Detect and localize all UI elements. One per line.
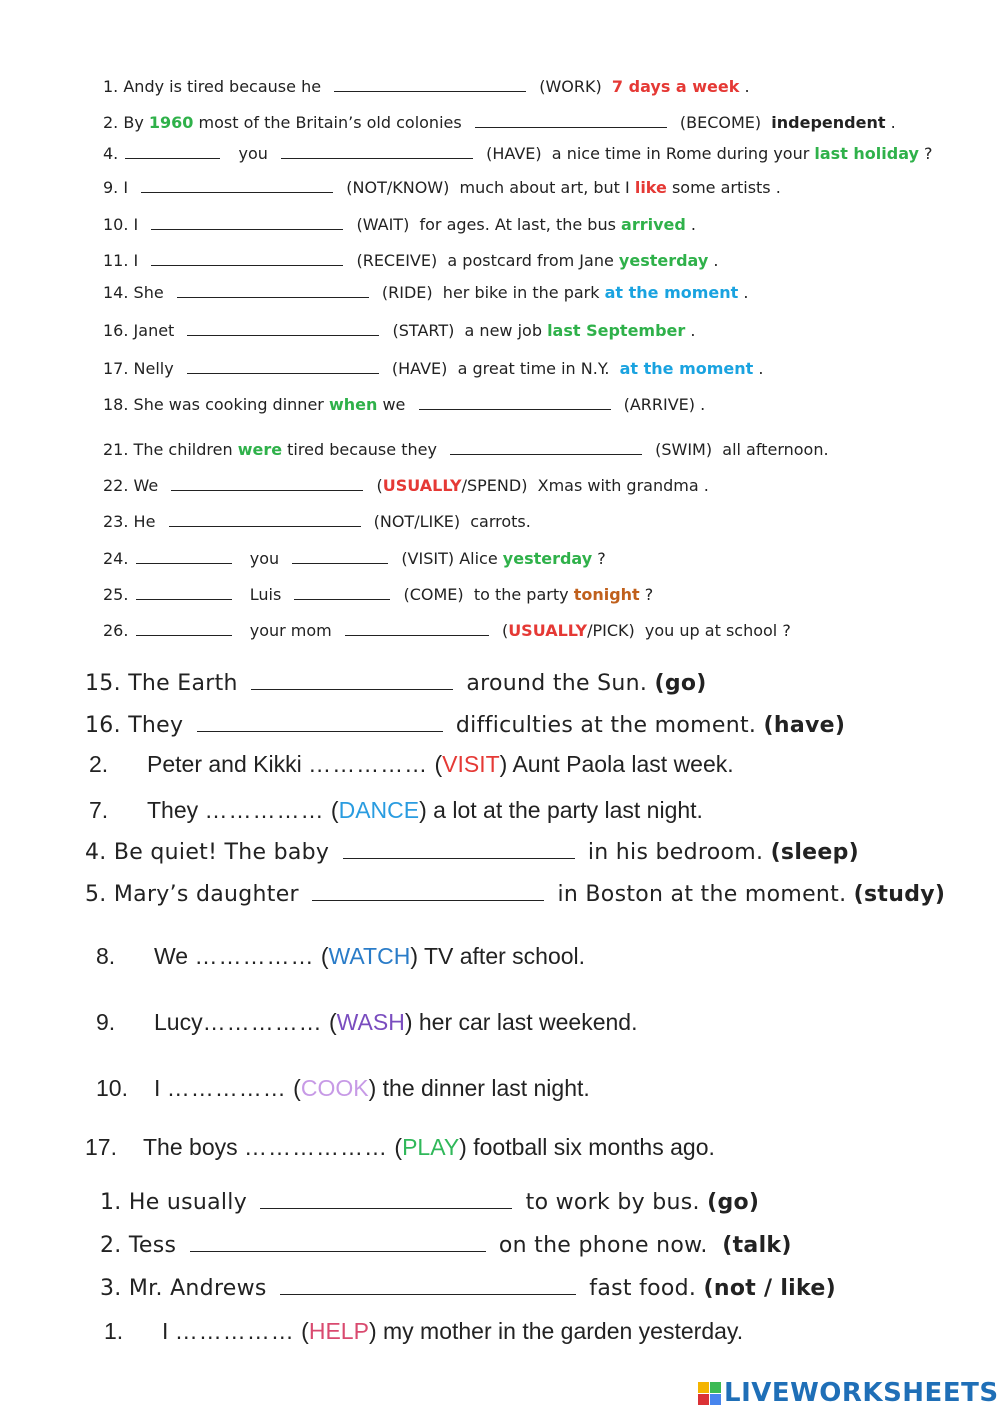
sentence-text: They	[147, 797, 199, 823]
sentence-text: on the phone now.	[498, 1233, 708, 1258]
exercise-line	[103, 621, 791, 640]
sentence-text: tired because they	[287, 440, 437, 459]
item-number: 8.	[96, 943, 116, 969]
verb-hint: DANCE	[338, 797, 420, 823]
time-expression: last holiday	[814, 144, 919, 163]
sentence-text: Tess	[128, 1233, 177, 1258]
item-number: 16.	[103, 321, 129, 340]
sentence-text: The children	[133, 440, 233, 459]
exercise-line	[103, 178, 781, 197]
answer-blank[interactable]	[345, 634, 489, 636]
time-expression: 1960	[148, 113, 194, 132]
answer-blank[interactable]	[475, 126, 667, 128]
answer-blank[interactable]	[136, 598, 232, 600]
punctuation: .	[713, 251, 719, 270]
punctuation: (	[301, 1318, 309, 1344]
answer-blank[interactable]: ……………	[308, 751, 429, 777]
sentence-text: her car last weekend.	[418, 1009, 638, 1035]
verb-hint: (ARRIVE)	[623, 395, 696, 414]
exercise-line	[103, 215, 696, 234]
verb-hint: (SWIM)	[655, 440, 713, 459]
logo-tile	[698, 1382, 709, 1393]
sentence-text: you	[249, 549, 280, 568]
punctuation: (	[501, 621, 509, 640]
answer-blank[interactable]: ……………	[174, 1318, 295, 1344]
sentence-text: He	[133, 512, 156, 531]
punctuation: (	[434, 751, 443, 777]
item-number: 25.	[103, 585, 129, 604]
logo-tile	[710, 1394, 721, 1405]
answer-blank[interactable]	[125, 157, 220, 159]
item-number: 1.	[100, 1190, 122, 1215]
exercise-line	[89, 751, 734, 778]
punctuation: .	[744, 77, 750, 96]
punctuation: )	[404, 1009, 413, 1035]
time-expression: at the moment	[619, 359, 754, 378]
sentence-text: independent	[771, 113, 886, 132]
sentence-text: you	[238, 144, 268, 163]
sentence-text: a new job	[464, 321, 542, 340]
verb-hint: (NOT/KNOW)	[346, 178, 450, 197]
answer-blank[interactable]	[187, 334, 379, 336]
verb-hint: VISIT	[442, 751, 500, 777]
sentence-text: She	[133, 283, 164, 302]
item-number: 23.	[103, 512, 129, 531]
exercise-line	[103, 251, 718, 270]
sentence-text: She was cooking dinner	[133, 395, 324, 414]
item-number: 21.	[103, 440, 129, 459]
answer-blank[interactable]	[141, 191, 333, 193]
sentence-text: Janet	[133, 321, 175, 340]
verb-hint: (go)	[654, 671, 707, 696]
exercise-line	[103, 321, 695, 340]
keyword: were	[237, 440, 283, 459]
answer-blank[interactable]: ……………	[194, 943, 315, 969]
exercise-line	[96, 1075, 590, 1102]
verb-hint: (WAIT)	[356, 215, 410, 234]
sentence-text: difficulties at the moment.	[455, 713, 757, 738]
exercise-line	[96, 943, 585, 970]
verb-hint: (RIDE)	[381, 283, 433, 302]
answer-blank[interactable]	[190, 1250, 486, 1252]
item-number: 4.	[85, 840, 107, 865]
punctuation: )	[499, 751, 508, 777]
item-number: 10.	[103, 215, 129, 234]
punctuation: (	[376, 476, 383, 495]
sentence-text: I	[133, 215, 139, 234]
item-number: 4.	[103, 144, 119, 163]
punctuation: ?	[597, 549, 606, 568]
answer-blank[interactable]	[343, 857, 575, 859]
item-number: 16.	[85, 713, 121, 738]
answer-blank[interactable]	[197, 730, 443, 732]
sentence-text: Lucy	[154, 1009, 203, 1035]
exercise-line	[100, 1276, 836, 1301]
item-number: 22.	[103, 476, 129, 495]
item-number: 26.	[103, 621, 129, 640]
sentence-text: He usually	[128, 1190, 248, 1215]
answer-blank[interactable]	[292, 562, 388, 564]
sentence-text: I	[154, 1075, 161, 1101]
exercise-line	[104, 1318, 743, 1345]
punctuation: .	[700, 395, 706, 414]
sentence-text: Be quiet! The baby	[113, 840, 330, 865]
sentence-text: to the party	[473, 585, 569, 604]
verb-hint: (study)	[853, 882, 946, 907]
item-number: 1.	[103, 77, 119, 96]
sentence-text: Andy is tired because he	[123, 77, 322, 96]
sentence-text: They	[128, 713, 184, 738]
sentence-text: Peter and Kikki	[147, 751, 302, 777]
item-number: 1.	[104, 1318, 124, 1344]
exercise-line	[96, 1009, 638, 1036]
punctuation: (	[394, 1134, 403, 1160]
punctuation: (	[328, 1009, 337, 1035]
sentence-text: By	[123, 113, 144, 132]
exercise-line	[103, 113, 896, 132]
sentence-text: Mary’s daughter	[113, 882, 299, 907]
item-number: 7.	[89, 797, 109, 823]
sentence-text: We	[133, 476, 159, 495]
sentence-text: Xmas with grandma	[537, 476, 699, 495]
answer-blank[interactable]	[177, 296, 369, 298]
verb-hint: PLAY	[402, 1134, 460, 1160]
exercise-line	[103, 476, 709, 495]
verb-hint: /PICK)	[587, 621, 635, 640]
sentence-text: The Earth	[128, 671, 238, 696]
verb-hint: (not / like)	[703, 1276, 836, 1301]
answer-blank[interactable]: ……………	[166, 1075, 287, 1101]
sentence-text: I	[162, 1318, 169, 1344]
answer-blank[interactable]	[419, 408, 611, 410]
sentence-text: in Boston at the moment.	[557, 882, 847, 907]
sentence-text: the dinner last night.	[382, 1075, 590, 1101]
verb-hint: (talk)	[722, 1233, 792, 1258]
answer-blank[interactable]	[251, 688, 453, 690]
punctuation: )	[368, 1318, 377, 1344]
punctuation: (	[330, 797, 339, 823]
adverb-hint: USUALLY	[508, 621, 588, 640]
verb-hint: (BECOME)	[679, 113, 762, 132]
sentence-text: all afternoon.	[722, 440, 829, 459]
item-number: 2.	[100, 1233, 122, 1258]
punctuation: .	[758, 359, 764, 378]
exercise-line	[85, 1134, 715, 1161]
sentence-text: her bike in the park	[442, 283, 600, 302]
item-number: 2.	[103, 113, 119, 132]
item-number: 11.	[103, 251, 129, 270]
logo-tile	[698, 1394, 709, 1405]
time-expression: last September	[547, 321, 686, 340]
answer-blank[interactable]	[334, 90, 526, 92]
verb-hint: COOK	[300, 1075, 369, 1101]
answer-blank[interactable]	[281, 157, 473, 159]
sentence-text: Alice	[459, 549, 498, 568]
sentence-text: around the Sun.	[466, 671, 648, 696]
verb-hint: (WORK)	[539, 77, 602, 96]
answer-blank[interactable]	[136, 634, 232, 636]
sentence-text: much about art, but I	[459, 178, 630, 197]
verb-hint: WATCH	[328, 943, 411, 969]
verb-hint: (NOT/LIKE)	[373, 512, 461, 531]
sentence-text: a great time in N.Y.	[457, 359, 610, 378]
verb-hint: (sleep)	[770, 840, 860, 865]
verb-hint: HELP	[308, 1318, 369, 1344]
sentence-text: We	[154, 943, 189, 969]
exercise-line	[103, 512, 531, 531]
exercise-line	[103, 77, 750, 96]
sentence-text: Mr. Andrews	[128, 1276, 267, 1301]
exercise-line	[85, 713, 845, 738]
punctuation: .	[775, 178, 781, 197]
verb-hint: /SPEND)	[461, 476, 528, 495]
punctuation: .	[690, 215, 697, 234]
sentence-text: a nice time in Rome during your	[551, 144, 810, 163]
time-expression: at the moment	[604, 283, 739, 302]
answer-blank[interactable]: ……………	[204, 797, 325, 823]
exercise-line	[103, 283, 748, 302]
answer-blank[interactable]	[151, 264, 343, 266]
sentence-text: you up at school	[644, 621, 778, 640]
exercise-line	[100, 1190, 759, 1215]
punctuation: (	[293, 1075, 301, 1101]
item-number: 17.	[85, 1134, 117, 1160]
item-number: 9.	[103, 178, 119, 197]
sentence-text: Aunt Paola last week.	[512, 751, 734, 777]
item-number: 24.	[103, 549, 129, 568]
keyword: arrived	[621, 215, 686, 234]
verb-hint: (RECEIVE)	[356, 251, 438, 270]
answer-blank[interactable]	[169, 525, 361, 527]
exercise-line	[100, 1233, 792, 1258]
exercise-line	[103, 359, 764, 378]
verb-hint: WASH	[336, 1009, 405, 1035]
item-number: 2.	[89, 751, 109, 777]
answer-blank[interactable]	[280, 1293, 576, 1295]
sentence-text: I	[133, 251, 139, 270]
sentence-text: Luis	[249, 585, 282, 604]
sentence-text: we	[382, 395, 406, 414]
punctuation: ?	[644, 585, 654, 604]
answer-blank[interactable]	[294, 598, 390, 600]
sentence-text: a lot at the party last night.	[433, 797, 703, 823]
sentence-text: your mom	[249, 621, 332, 640]
answer-blank[interactable]: ……………	[202, 1009, 323, 1035]
sentence-text: in his bedroom.	[587, 840, 764, 865]
exercise-line	[103, 440, 829, 459]
item-number: 5.	[85, 882, 107, 907]
exercise-line	[85, 671, 707, 696]
punctuation: .	[690, 321, 696, 340]
punctuation: )	[419, 797, 427, 823]
verb-hint: (go)	[707, 1190, 760, 1215]
punctuation: (	[320, 943, 329, 969]
sentence-text: my mother in the garden yesterday.	[383, 1318, 744, 1344]
logo-tile	[710, 1382, 721, 1393]
punctuation: .	[703, 476, 709, 495]
time-expression: yesterday	[618, 251, 709, 270]
sentence-text: for ages. At last, the bus	[419, 215, 616, 234]
exercise-line	[103, 585, 653, 604]
sentence-text: I	[123, 178, 129, 197]
sentence-text: TV after school.	[423, 943, 586, 969]
punctuation: )	[368, 1075, 377, 1101]
verb-hint: (START)	[392, 321, 455, 340]
item-number: 14.	[103, 283, 129, 302]
sentence-text: Nelly	[133, 359, 174, 378]
answer-blank[interactable]	[151, 228, 343, 230]
punctuation: )	[410, 943, 418, 969]
answer-blank[interactable]	[171, 489, 363, 491]
verb-hint: (VISIT)	[401, 549, 455, 568]
exercise-line	[89, 797, 703, 824]
exercise-line	[103, 395, 705, 414]
sentence-text: football six months ago.	[473, 1134, 715, 1160]
answer-blank[interactable]: ………………	[244, 1134, 388, 1160]
time-expression: yesterday	[502, 549, 593, 568]
answer-blank[interactable]	[187, 372, 379, 374]
answer-blank[interactable]	[260, 1207, 512, 1209]
item-number: 18.	[103, 395, 129, 414]
adverb-hint: USUALLY	[382, 476, 462, 495]
sentence-text: a postcard from Jane	[447, 251, 614, 270]
sentence-text: most of the Britain’s old colonies	[198, 113, 462, 132]
exercise-line	[103, 549, 606, 568]
exercise-line	[85, 882, 945, 907]
item-number: 15.	[85, 671, 121, 696]
time-expression: 7 days a week	[611, 77, 740, 96]
time-expression: tonight	[573, 585, 640, 604]
logo-tiles-icon	[698, 1382, 721, 1405]
keyword: when	[328, 395, 378, 414]
answer-blank[interactable]	[312, 899, 544, 901]
sentence-text: The boys	[143, 1134, 238, 1160]
punctuation: ?	[782, 621, 791, 640]
item-number: 3.	[100, 1276, 122, 1301]
sentence-text: to work by bus.	[525, 1190, 700, 1215]
verb-hint: (have)	[763, 713, 846, 738]
item-number: 10.	[96, 1075, 128, 1101]
item-number: 9.	[96, 1009, 116, 1035]
exercise-line	[85, 840, 859, 865]
exercise-line	[103, 144, 933, 163]
punctuation: .	[743, 283, 749, 302]
keyword: like	[634, 178, 667, 197]
item-number: 17.	[103, 359, 129, 378]
punctuation: .	[890, 113, 896, 132]
answer-blank[interactable]	[136, 562, 232, 564]
punctuation: ?	[924, 144, 933, 163]
punctuation: )	[459, 1134, 467, 1160]
verb-hint: (COME)	[403, 585, 464, 604]
answer-blank[interactable]	[450, 453, 642, 455]
liveworksheets-logo	[698, 1378, 999, 1408]
sentence-text: fast food.	[589, 1276, 697, 1301]
verb-hint: (HAVE)	[391, 359, 448, 378]
sentence-text: some artists	[671, 178, 771, 197]
logo-text: LIVEWORKSHEETS	[724, 1378, 999, 1408]
verb-hint: (HAVE)	[486, 144, 542, 163]
sentence-text: carrots.	[470, 512, 531, 531]
